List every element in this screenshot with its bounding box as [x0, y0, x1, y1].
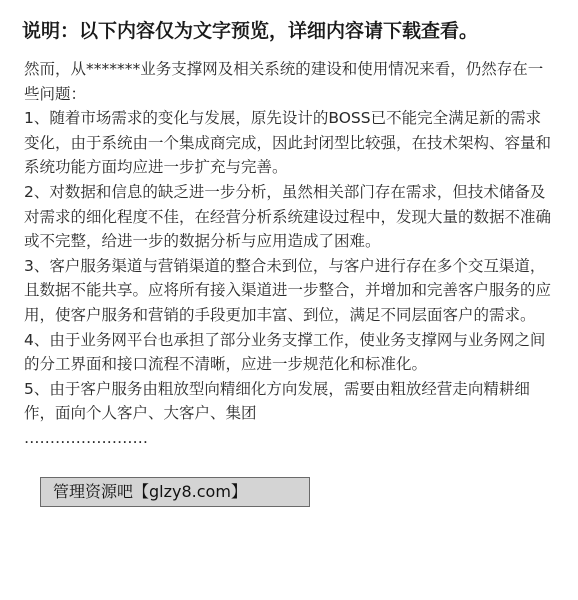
paragraph-item-4: 4、由于业务网平台也承担了部分业务支撑工作，使业务支撑网与业务网之间的分工界面和接口流程不清晰，应进一步规范化和标准化。 — [24, 330, 546, 374]
document-body — [24, 57, 554, 451]
paragraph-item-1: 1、随着市场需求的变化与发展，原先设计的BOSS已不能完全满足新的需求变化，由于系统由一个集成商完成，因此封闭型比较强，在技术架构、容量和系统功能方面均应进一步扩充与完善。 — [24, 109, 552, 177]
preview-notice: 说明：以下内容仅为文字预览，详细内容请下载查看。 — [22, 20, 479, 42]
ellipsis-line: …………………… — [24, 428, 148, 447]
watermark-banner: 管理资源吧【glzy8.com】 — [40, 477, 310, 507]
paragraph-item-5: 5、由于客户服务由粗放型向精细化方向发展，需要由粗放经营走向精耕细作，面向个人客户、大客户、集团 — [24, 379, 530, 423]
paragraph-item-2: 2、对数据和信息的缺乏进一步分析，虽然相关部门存在需求，但技术储备及对需求的细化程度不佳，在经营分析系统建设过程中，发现大量的数据不准确或不完整，给进一步的数据分析与应用造成了困难。 — [24, 182, 552, 251]
paragraph-intro: 然而，从*******业务支撑网及相关系统的建设和使用情况来看，仍然存在一些问题： — [24, 60, 544, 103]
paragraph-item-3: 3、客户服务渠道与营销渠道的整合未到位，与客户进行存在多个交互渠道，且数据不能共享。应将所有接入渠道进一步整合，并增加和完善客户服务的应用，使客户服务和营销的手段更加丰富、到位，满足不同层面客户的需求。 — [24, 256, 552, 324]
